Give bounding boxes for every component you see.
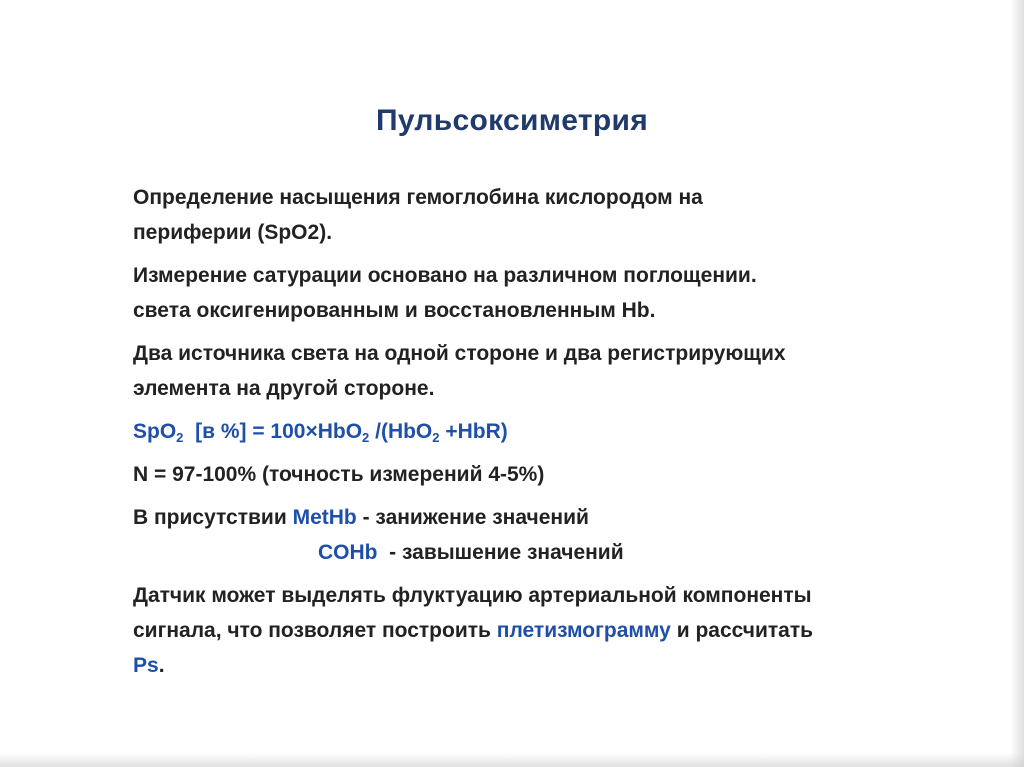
sensor-line-2-prefix: сигнала, что позволяет построить xyxy=(133,619,497,642)
sensor-line-3 xyxy=(133,648,933,683)
formula-spo: SpO xyxy=(133,420,177,443)
slide-content xyxy=(133,180,933,683)
formula-sub-1: 2 xyxy=(176,430,184,445)
light-sources-line-2: элемента на другой стороне. xyxy=(133,377,435,400)
definition-line-2: периферии (SpO2). xyxy=(133,221,333,244)
formula-sub-2: 2 xyxy=(362,430,370,445)
formula-mid: [в %] = 100×HbO xyxy=(183,420,363,443)
formula-end: +HbR) xyxy=(439,420,508,443)
sensor-line-2 xyxy=(133,613,933,648)
light-sources-line-1: Два источника света на одной стороне и два регистрирующих xyxy=(133,342,786,365)
plethysmogram-term: плетизмограмму xyxy=(496,619,671,642)
methb-term: MetHb xyxy=(292,506,357,529)
methb-line xyxy=(133,500,933,535)
cohb-text: - завышение значений xyxy=(377,541,624,564)
normal-range: N = 97-100% (точность измерений 4-5%) xyxy=(133,463,545,486)
slide-shadow-bottom xyxy=(0,753,1024,767)
cohb-line xyxy=(133,535,933,570)
slide-title: Пульсоксиметрия xyxy=(375,104,649,137)
cohb-term: COHb xyxy=(318,541,378,564)
sensor-period: . xyxy=(158,654,165,677)
formula-sub-3: 2 xyxy=(432,430,440,445)
slide-shadow-right xyxy=(1010,0,1024,767)
ps-term: Ps xyxy=(133,654,159,677)
sensor-line-2-suffix: и рассчитать xyxy=(670,619,814,642)
measurement-line-2: света оксигенированным и восстановленным Hb. xyxy=(133,299,656,322)
spo2-formula xyxy=(133,414,933,449)
definition-line-1: Определение насыщения гемоглобина кислородом на xyxy=(133,186,703,209)
presence-prefix: В присутствии xyxy=(133,506,293,529)
methb-text: - занижение значений xyxy=(356,506,589,529)
sensor-line-1: Датчик может выделять флуктуацию артериальной компоненты xyxy=(133,584,812,607)
measurement-line-1: Измерение сатурации основано на различном поглощении. xyxy=(133,264,757,287)
formula-mid-2: /(HbO xyxy=(369,420,433,443)
